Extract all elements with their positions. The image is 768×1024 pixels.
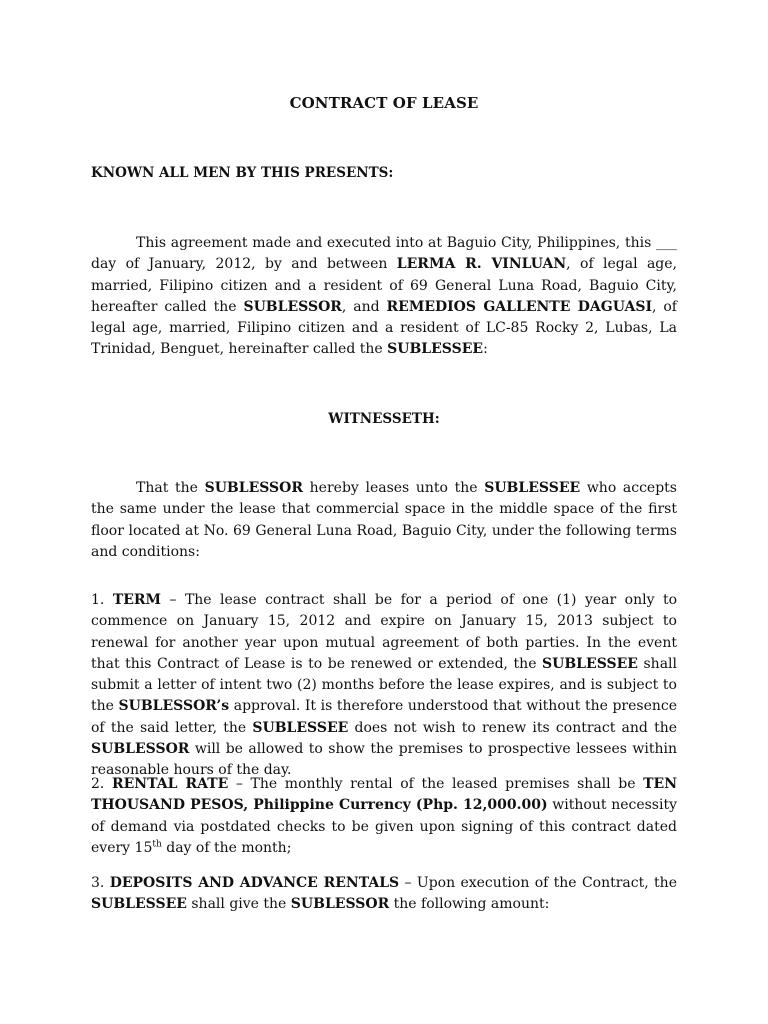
term-heading: TERM — [112, 592, 162, 608]
deposits-heading: DEPOSITS AND ADVANCE RENTALS — [109, 875, 400, 891]
rental-amount: TEN THOUSAND PESOS, Philippine Currency (Php. 12,000.00) — [91, 776, 678, 814]
intro-paragraph: This agreement made and executed into at Baguio City, Philippines, this ___ day of January, 2012, by and between LERMA R. VINLUAN, of legal age, married, Filipino citizen and a resident of 69 General Luna Road, Baguio City, hereafter called the SUBLESSOR, and REMEDIOS GALLENTE DAGUASI, of legal age, married, Filipino citizen and a resident of LC-85 Rocky 2, Lubas, La Trinidad, Benguet, hereinafter called the SUBLESSEE: — [91, 235, 677, 358]
rental-clause: 2. RENTAL RATE – The monthly rental of the leased premises shall be TEN THOUSAND PESOS, Philippine Currency (Php. 12,000.00) without necessity of demand via postdated checks to be given upon signing of this contract dated every 15th day of the month; — [91, 776, 678, 856]
deposits-clause: 3. DEPOSITS AND ADVANCE RENTALS – Upon execution of the Contract, the SUBLESSEE shall give the SUBLESSOR the following amount: — [91, 875, 677, 913]
greeting-heading: KNOWN ALL MEN BY THIS PRESENTS: — [91, 165, 394, 181]
page-title: CONTRACT OF LEASE — [289, 94, 479, 112]
sublessee-term: SUBLESSEE — [387, 341, 484, 358]
sublessor-term: SUBLESSOR — [243, 298, 342, 315]
lease-paragraph: That the SUBLESSOR hereby leases unto the SUBLESSEE who accepts the same under the lease that commercial space in the middle space of the first floor located at No. 69 General Luna Road, Baguio City, under the following terms and conditions: — [91, 480, 677, 560]
lessor-name: LERMA R. VINLUAN — [396, 256, 567, 273]
lessee-name: REMEDIOS GALLENTE DAGUASI — [386, 298, 652, 315]
rental-heading: RENTAL RATE — [111, 776, 229, 792]
witnesseth-heading: WITNESSETH: — [328, 411, 440, 427]
term-clause: 1. TERM – The lease contract shall be for a period of one (1) year only to commence on January 15, 2012 and expire on January 15, 2013 subject to renewal for another year upon mutual agreement of both parties. In the event that this Contract of Lease is to be renewed or extended, the SUBLESSEE shall submit a letter of intent two (2) months before the lease expires, and is subject to the SUBLESSOR’s approval. It is therefore understood that without the presence of the said letter, the SUBLESSEE does not wish to renew its contract and the SUBLESSOR will be allowed to show the premises to prospective lessees within reasonable hours of the day. — [91, 592, 678, 779]
